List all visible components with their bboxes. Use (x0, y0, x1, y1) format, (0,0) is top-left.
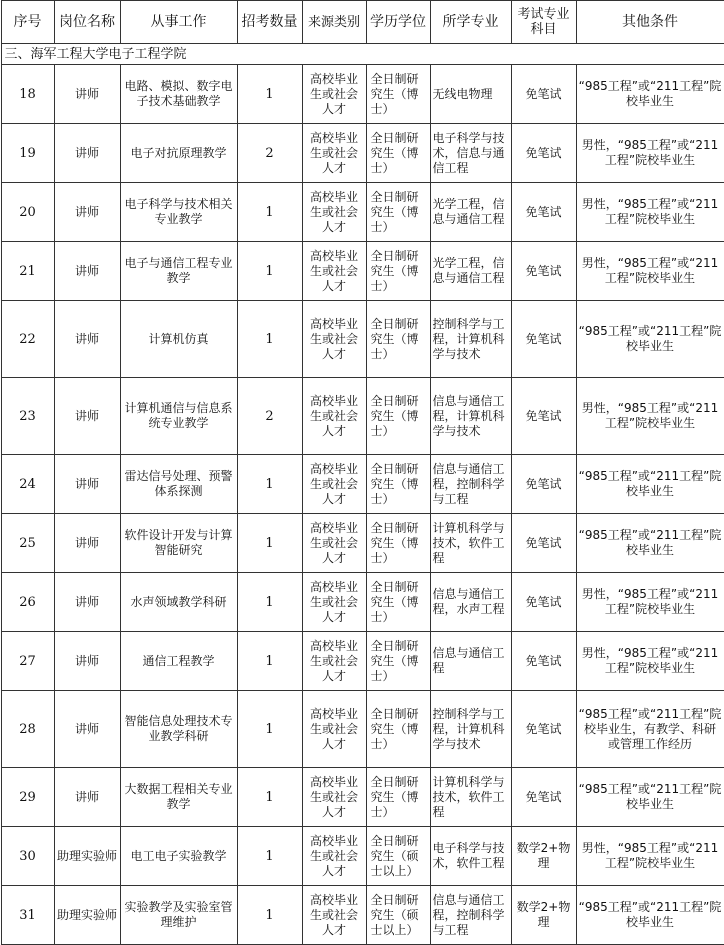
row-exam: 免笔试 (511, 768, 576, 827)
table-row (1, 768, 724, 827)
header-other: 其他条件 (576, 1, 724, 44)
header-work: 从事工作 (120, 1, 237, 44)
row-count: 2 (237, 378, 302, 455)
row-other: “985工程”或“211工程”院校毕业生 (576, 768, 724, 827)
row-source: 高校毕业生或社会人才 (302, 768, 366, 827)
row-count: 1 (237, 242, 302, 301)
row-post: 讲师 (54, 691, 120, 768)
row-post: 讲师 (54, 242, 120, 301)
row-education: 全日制研究生（博士） (366, 514, 430, 573)
row-work: 电子对抗原理教学 (120, 124, 237, 183)
row-other: 男性，“985工程”或“211工程”院校毕业生 (576, 124, 724, 183)
table-row (1, 124, 724, 183)
row-source: 高校毕业生或社会人才 (302, 632, 366, 691)
row-major: 信息与通信工程，控制科学与工程 (430, 455, 511, 514)
row-major: 计算机科学与技术，软件工程 (430, 768, 511, 827)
row-education: 全日制研究生（博士） (366, 242, 430, 301)
row-seq: 18 (1, 65, 54, 124)
row-exam: 数学2+物理 (511, 886, 576, 945)
row-source: 高校毕业生或社会人才 (302, 827, 366, 886)
row-source: 高校毕业生或社会人才 (302, 183, 366, 242)
row-other: “985工程”或“211工程”院校毕业生 (576, 455, 724, 514)
row-seq: 19 (1, 124, 54, 183)
row-other: “985工程”或“211工程”院校毕业生 (576, 514, 724, 573)
row-seq: 25 (1, 514, 54, 573)
row-seq: 23 (1, 378, 54, 455)
row-post: 讲师 (54, 301, 120, 378)
row-post: 讲师 (54, 65, 120, 124)
header-post: 岗位名称 (54, 1, 120, 44)
row-post: 讲师 (54, 378, 120, 455)
header-exam: 考试专业科目 (511, 1, 576, 44)
row-major: 电子科学与技术，软件工程 (430, 827, 511, 886)
row-seq: 29 (1, 768, 54, 827)
header-education: 学历学位 (366, 1, 430, 44)
row-other: 男性，“985工程”或“211工程”院校毕业生 (576, 183, 724, 242)
row-post: 讲师 (54, 183, 120, 242)
table-row (1, 242, 724, 301)
row-exam: 免笔试 (511, 378, 576, 455)
row-major: 电子科学与技术，信息与通信工程 (430, 124, 511, 183)
row-source: 高校毕业生或社会人才 (302, 124, 366, 183)
row-work: 实验教学及实验室管理维护 (120, 886, 237, 945)
row-major: 信息与通信工程，水声工程 (430, 573, 511, 632)
row-count: 1 (237, 455, 302, 514)
row-education: 全日制研究生（博士） (366, 124, 430, 183)
row-work: 软件设计开发与计算智能研究 (120, 514, 237, 573)
table-row (1, 827, 724, 886)
row-other: 男性，“985工程”或“211工程”院校毕业生 (576, 632, 724, 691)
row-major: 信息与通信工程，控制科学与工程 (430, 886, 511, 945)
row-major: 控制科学与工程，计算机科学与技术 (430, 301, 511, 378)
row-major: 光学工程，信息与通信工程 (430, 183, 511, 242)
row-post: 讲师 (54, 455, 120, 514)
row-other: 男性，“985工程”或“211工程”院校毕业生 (576, 242, 724, 301)
row-exam: 免笔试 (511, 573, 576, 632)
row-source: 高校毕业生或社会人才 (302, 455, 366, 514)
header-major: 所学专业 (430, 1, 511, 44)
row-post: 讲师 (54, 768, 120, 827)
row-other: “985工程”或“211工程”院校毕业生 (576, 65, 724, 124)
row-seq: 30 (1, 827, 54, 886)
row-source: 高校毕业生或社会人才 (302, 691, 366, 768)
table-row (1, 691, 724, 768)
row-major: 无线电物理 (430, 65, 511, 124)
row-exam: 免笔试 (511, 632, 576, 691)
header-source: 来源类别 (302, 1, 366, 44)
row-work: 电子与通信工程专业教学 (120, 242, 237, 301)
row-education: 全日制研究生（博士） (366, 632, 430, 691)
row-education: 全日制研究生（博士） (366, 378, 430, 455)
row-count: 1 (237, 183, 302, 242)
table-row (1, 632, 724, 691)
row-post: 讲师 (54, 632, 120, 691)
row-other: “985工程”或“211工程”院校毕业生 (576, 301, 724, 378)
row-post: 助理实验师 (54, 886, 120, 945)
row-major: 光学工程，信息与通信工程 (430, 242, 511, 301)
row-post: 讲师 (54, 573, 120, 632)
row-exam: 数学2+物理 (511, 827, 576, 886)
row-work: 通信工程教学 (120, 632, 237, 691)
row-exam: 免笔试 (511, 301, 576, 378)
row-seq: 28 (1, 691, 54, 768)
row-seq: 26 (1, 573, 54, 632)
row-other: 男性，“985工程”或“211工程”院校毕业生 (576, 827, 724, 886)
row-work: 电路、模拟、数字电子技术基础教学 (120, 65, 237, 124)
row-other: 男性，“985工程”或“211工程”院校毕业生 (576, 573, 724, 632)
row-post: 助理实验师 (54, 827, 120, 886)
header-row (1, 1, 724, 44)
row-work: 电子科学与技术相关专业教学 (120, 183, 237, 242)
row-source: 高校毕业生或社会人才 (302, 514, 366, 573)
row-major: 信息与通信工程 (430, 632, 511, 691)
section-row (1, 44, 724, 65)
row-work: 计算机仿真 (120, 301, 237, 378)
row-work: 大数据工程相关专业教学 (120, 768, 237, 827)
row-exam: 免笔试 (511, 242, 576, 301)
row-count: 1 (237, 514, 302, 573)
table-row (1, 378, 724, 455)
row-work: 雷达信号处理、预警体系探测 (120, 455, 237, 514)
row-exam: 免笔试 (511, 183, 576, 242)
row-source: 高校毕业生或社会人才 (302, 573, 366, 632)
recruitment-table (1, 0, 724, 945)
row-education: 全日制研究生（博士） (366, 691, 430, 768)
row-seq: 31 (1, 886, 54, 945)
table-row (1, 301, 724, 378)
table-row (1, 183, 724, 242)
row-major: 信息与通信工程，计算机科学与技术 (430, 378, 511, 455)
table-row (1, 455, 724, 514)
row-work: 电工电子实验教学 (120, 827, 237, 886)
row-source: 高校毕业生或社会人才 (302, 378, 366, 455)
row-count: 1 (237, 827, 302, 886)
row-major: 计算机科学与技术，软件工程 (430, 514, 511, 573)
row-count: 1 (237, 632, 302, 691)
table-row (1, 514, 724, 573)
row-exam: 免笔试 (511, 124, 576, 183)
row-seq: 20 (1, 183, 54, 242)
table-row (1, 65, 724, 124)
row-education: 全日制研究生（博士） (366, 455, 430, 514)
row-exam: 免笔试 (511, 514, 576, 573)
row-source: 高校毕业生或社会人才 (302, 301, 366, 378)
row-education: 全日制研究生（博士） (366, 768, 430, 827)
section-title: 三、海军工程大学电子工程学院 (1, 44, 724, 65)
row-exam: 免笔试 (511, 691, 576, 768)
row-major: 控制科学与工程，计算机科学与技术 (430, 691, 511, 768)
row-other: “985工程”或“211工程”院校毕业生 (576, 886, 724, 945)
row-education: 全日制研究生（博士） (366, 301, 430, 378)
row-education: 全日制研究生（博士） (366, 183, 430, 242)
table-row (1, 573, 724, 632)
row-count: 1 (237, 573, 302, 632)
row-count: 2 (237, 124, 302, 183)
header-count: 招考数量 (237, 1, 302, 44)
row-education: 全日制研究生（硕士以上） (366, 886, 430, 945)
row-exam: 免笔试 (511, 65, 576, 124)
row-education: 全日制研究生（硕士以上） (366, 827, 430, 886)
row-source: 高校毕业生或社会人才 (302, 65, 366, 124)
row-source: 高校毕业生或社会人才 (302, 886, 366, 945)
row-count: 1 (237, 301, 302, 378)
row-other: 男性，“985工程”或“211工程”院校毕业生 (576, 378, 724, 455)
row-count: 1 (237, 65, 302, 124)
row-count: 1 (237, 886, 302, 945)
row-seq: 27 (1, 632, 54, 691)
row-count: 1 (237, 691, 302, 768)
row-source: 高校毕业生或社会人才 (302, 242, 366, 301)
row-education: 全日制研究生（博士） (366, 65, 430, 124)
row-work: 智能信息处理技术专业教学科研 (120, 691, 237, 768)
row-post: 讲师 (54, 124, 120, 183)
row-work: 计算机通信与信息系统专业教学 (120, 378, 237, 455)
row-count: 1 (237, 768, 302, 827)
row-seq: 22 (1, 301, 54, 378)
row-other: “985工程”或“211工程”院校毕业生，有教学、科研或管理工作经历 (576, 691, 724, 768)
row-work: 水声领域教学科研 (120, 573, 237, 632)
header-seq: 序号 (1, 1, 54, 44)
row-seq: 24 (1, 455, 54, 514)
row-seq: 21 (1, 242, 54, 301)
row-exam: 免笔试 (511, 455, 576, 514)
row-education: 全日制研究生（博士） (366, 573, 430, 632)
row-post: 讲师 (54, 514, 120, 573)
table-row (1, 886, 724, 945)
